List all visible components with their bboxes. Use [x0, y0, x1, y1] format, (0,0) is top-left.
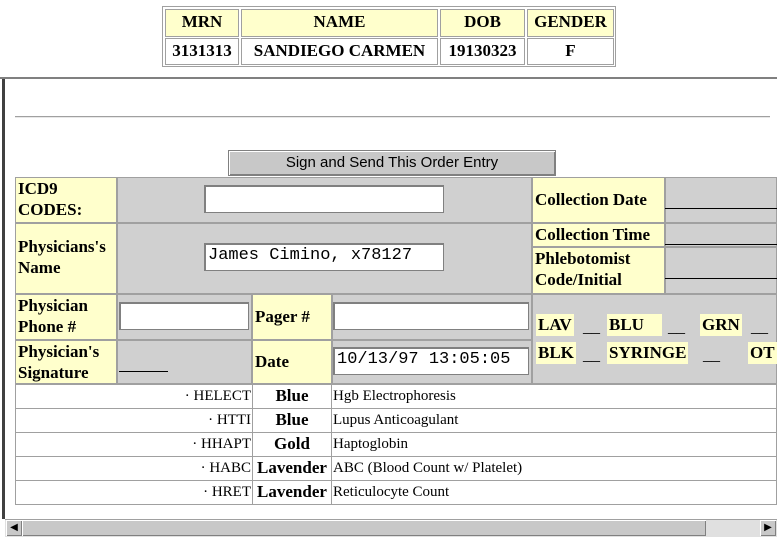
name-value: SANDIEGO CARMEN — [241, 38, 438, 65]
icd9-label: ICD9 CODES: — [15, 177, 117, 223]
gender-header: GENDER — [527, 9, 614, 37]
order-tube-color: Lavender — [257, 458, 327, 477]
bullet-icon: · — [192, 436, 201, 452]
collection-time-label: Collection Time — [532, 223, 665, 247]
dob-value: 19130323 — [440, 38, 525, 65]
patient-table — [162, 6, 616, 67]
order-code[interactable] — [17, 457, 251, 479]
order-code[interactable] — [17, 433, 251, 455]
signature-line — [119, 371, 168, 372]
order-code-text: HABC — [209, 460, 251, 476]
frame-left-edge — [2, 79, 5, 519]
physician-name-input[interactable]: James Cimino, x78127 — [204, 243, 444, 271]
order-code[interactable] — [17, 385, 251, 407]
tube-area — [532, 294, 777, 384]
name-header: NAME — [241, 9, 438, 37]
tube-blu: BLU — [607, 314, 662, 336]
bullet-icon: · — [200, 460, 210, 476]
phlebotomist-label: Phlebotomist Code/Initial — [532, 247, 665, 294]
tube-syringe: SYRINGE — [609, 343, 687, 362]
order-tube-color: Lavender — [257, 482, 327, 501]
phlebotomist-cell — [665, 247, 777, 294]
tube-blu-blank: __ — [668, 317, 685, 336]
order-test-name: Haptoglobin — [333, 436, 408, 452]
physician-signature-cell — [117, 340, 252, 384]
order-test-name: ABC (Blood Count w/ Platelet) — [333, 460, 523, 476]
order-test-name: Hgb Electrophoresis — [333, 388, 456, 404]
sign-and-send-button[interactable]: Sign and Send This Order Entry — [228, 150, 556, 176]
order-tube-color: Gold — [274, 434, 310, 453]
collection-time-line — [665, 244, 777, 245]
order-test-name: Lupus Anticoagulant — [333, 412, 459, 428]
pager-input[interactable] — [333, 302, 529, 330]
order-code-text: HELECT — [193, 388, 251, 404]
order-tube-color: Blue — [275, 410, 309, 429]
tube-ot: OT — [748, 342, 777, 364]
collection-date-cell — [665, 177, 777, 223]
pager-label: Pager # — [252, 294, 332, 340]
physician-signature-label: Physician's Signature — [15, 340, 117, 384]
physician-phone-label: Physician Phone # — [15, 294, 117, 340]
tube-lav-blank: __ — [583, 317, 600, 336]
tube-blk: BLK — [538, 343, 574, 362]
date-label: Date — [252, 340, 332, 384]
tube-blk-blank: __ — [583, 345, 600, 364]
tube-grn-blank: __ — [751, 317, 768, 336]
collection-date-line — [665, 208, 777, 209]
scroll-right-icon[interactable]: ▶ — [760, 520, 776, 536]
gender-value: F — [527, 38, 614, 65]
scrollbar-thumb[interactable] — [22, 520, 706, 536]
bullet-icon: · — [208, 412, 217, 428]
frame-divider — [0, 77, 777, 79]
bullet-icon: · — [203, 484, 212, 500]
tube-grn: GRN — [702, 315, 740, 334]
order-code-text: HHAPT — [200, 436, 251, 452]
mrn-value: 3131313 — [165, 38, 239, 65]
date-input[interactable]: 10/13/97 13:05:05 — [333, 347, 529, 375]
bullet-icon: · — [184, 388, 194, 404]
icd9-input[interactable] — [204, 185, 444, 213]
order-tube-color: Blue — [275, 386, 309, 405]
tube-lav: LAV — [538, 315, 572, 334]
collection-date-label: Collection Date — [532, 177, 665, 223]
physician-name-label: Physicians's Name — [15, 223, 117, 294]
order-code[interactable] — [17, 481, 251, 503]
order-code[interactable] — [17, 409, 251, 431]
mrn-header: MRN — [165, 9, 239, 37]
physician-phone-input[interactable] — [119, 302, 249, 330]
tube-syringe-blank: __ — [703, 345, 720, 364]
scroll-left-icon[interactable]: ◀ — [6, 520, 22, 536]
phlebotomist-line — [665, 278, 777, 279]
dob-header: DOB — [440, 9, 525, 37]
order-code-text: HTTI — [216, 412, 251, 428]
order-test-name: Reticulocyte Count — [333, 484, 450, 500]
horizontal-rule — [15, 116, 770, 118]
order-code-text: HRET — [211, 484, 251, 500]
